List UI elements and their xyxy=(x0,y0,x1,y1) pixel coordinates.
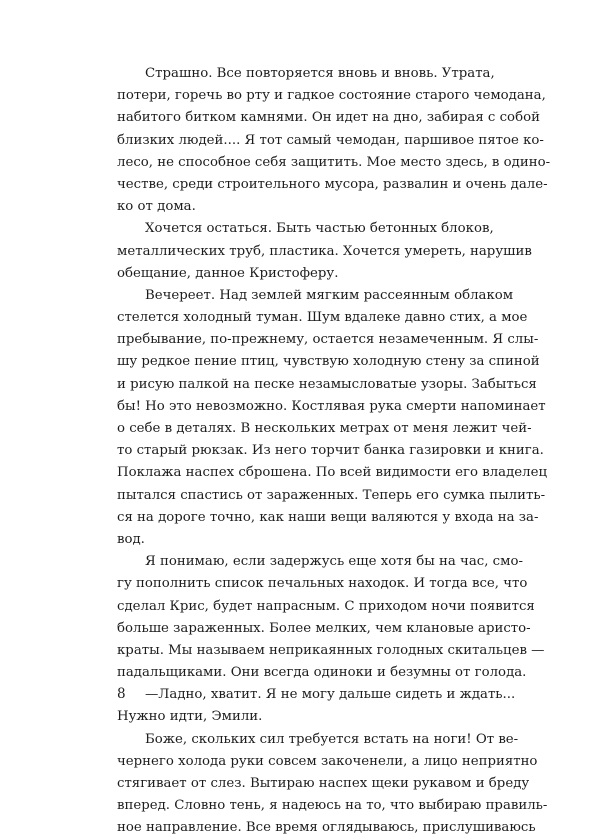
text-line: Хочется остаться. Быть частью бетонных блоков, xyxy=(145,221,494,237)
text-line: вод. xyxy=(117,531,145,547)
text-line: ко от дома. xyxy=(117,199,196,215)
body-text xyxy=(117,63,551,840)
text-line: Страшно. Все повторяется вновь и вновь. Утрата, xyxy=(145,66,495,81)
text-line: вперед. Словно тень, я надеюсь на то, что выбираю правиль- xyxy=(117,798,548,814)
text-line: стягивает от слез. Вытираю наспех щеки рукавом и бреду xyxy=(117,776,530,791)
text-line: и рисую палкой на песке незамысловатые узоры. Забыться xyxy=(117,376,537,392)
paragraph xyxy=(117,684,516,728)
text-line: Я понимаю, если задержусь еще хотя бы на час, смо- xyxy=(145,554,523,570)
text-line: шу редкое пение птиц, чувствую холодную стену за спиной xyxy=(117,354,540,370)
text-line: Поклажа наспех сброшена. По всей видимости его владелец xyxy=(117,465,548,481)
text-line: чернего холода руки совсем закоченели, а лицо неприятно xyxy=(117,753,538,769)
paragraph xyxy=(117,63,551,218)
text-line: бы! Но это невозможно. Костлявая рука смерти напоминает xyxy=(117,398,546,414)
paragraph xyxy=(117,551,545,684)
text-line: Боже, скольких сил требуется встать на ноги! От ве- xyxy=(145,731,519,747)
text-line: потери, горечь во рту и гадкое состояние старого чемодана, xyxy=(117,88,546,104)
text-line: Вечереет. Над землей мягким рассеянным облаком xyxy=(145,287,514,303)
paragraph xyxy=(117,285,548,551)
text-line: о себе в деталях. В нескольких метрах от меня лежит чей- xyxy=(117,421,532,436)
text-line: близких людей.... Я тот самый чемодан, паршивое пятое ко- xyxy=(117,132,544,148)
paragraph xyxy=(117,729,548,840)
text-line: обещание, данное Кристоферу. xyxy=(117,265,339,281)
text-line: ное направление. Все время оглядываюсь, прислушиваюсь xyxy=(117,820,536,836)
text-line: честве, среди строительного мусора, развалин и очень дале- xyxy=(117,176,548,192)
text-line: набитого битком камнями. Он идет на дно, забирая с собой xyxy=(117,110,540,126)
text-line: ся на дороге точно, как наши вещи валяются у входа на за- xyxy=(117,509,539,525)
text-line: падальщиками. Они всегда одиноки и безумны от голода. xyxy=(117,665,527,681)
text-line: сделал Крис, будет напрасным. С приходом ночи появится xyxy=(117,598,535,614)
text-line: стелется холодный туман. Шум вдалеке давно стих, а мое xyxy=(117,310,528,326)
text-line: Нужно идти, Эмили. xyxy=(117,709,263,725)
text-line: больше зараженных. Более мелких, чем клановые аристо- xyxy=(117,620,531,636)
text-line: металлических труб, пластика. Хочется умереть, нарушив xyxy=(117,243,532,259)
page-number: 8 xyxy=(117,686,126,702)
text-line: пытался спастись от зараженных. Теперь его сумка пылить- xyxy=(117,487,546,503)
text-line: —Ладно, хватит. Я не могу дальше сидеть и ждать... xyxy=(145,687,516,703)
paragraph xyxy=(117,218,532,285)
text-line: пребывание, по-прежнему, остается незамеченным. Я слы- xyxy=(117,332,539,348)
text-line: то старый рюкзак. Из него торчит банка газировки и книга. xyxy=(117,443,544,459)
text-line: краты. Мы называем неприкаянных голодных скитальцев — xyxy=(117,642,545,658)
text-line: лесо, не способное себя защитить. Мое место здесь, в одино- xyxy=(117,154,551,170)
text-line: гу пополнить список печальных находок. И тогда все, что xyxy=(117,576,528,592)
